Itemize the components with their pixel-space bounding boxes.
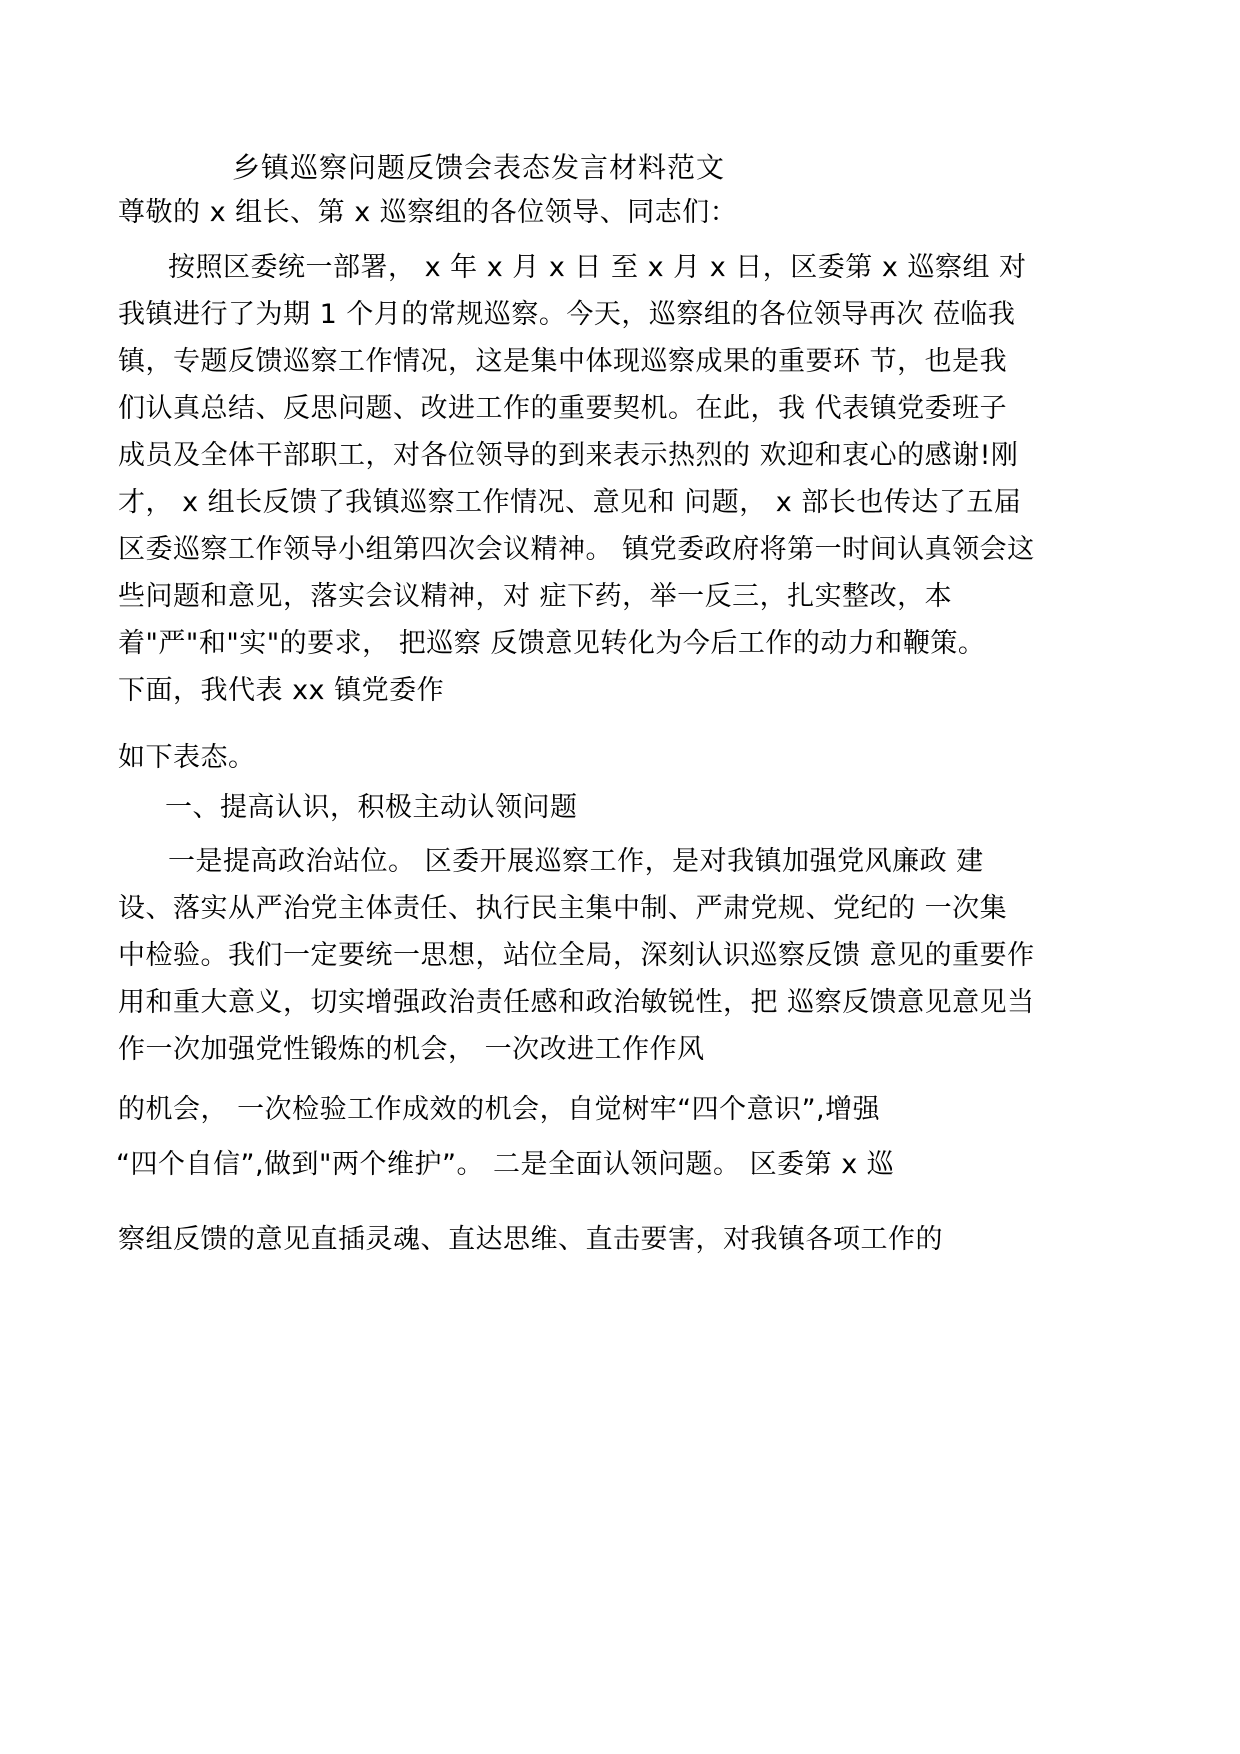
- salutation-line: 尊敬的 x 组长、第 x 巡察组的各位领导、同志们：: [118, 197, 738, 228]
- body-line: 作一次加强党性锻炼的机会， 一次改进工作作风: [118, 1034, 705, 1065]
- body-line: 中检验。我们一定要统一思想，站位全局，深刻认识巡察反馈 意见的重要作: [118, 940, 1035, 971]
- body-line: 如下表态。: [118, 742, 256, 773]
- body-line: 区委巡察工作领导小组第四次会议精神。 镇党委政府将第一时间认真领会这: [118, 534, 1035, 565]
- body-line: 设、落实从严治党主体责任、执行民主集中制、严肃党规、党纪的 一次集: [118, 893, 1008, 924]
- body-line: 察组反馈的意见直插灵魂、直达思维、直击要害，对我镇各项工作的: [118, 1224, 943, 1255]
- body-line: 按照区委统一部署， x 年 x 月 x 日 至 x 月 x 日，区委第 x 巡察组 对: [168, 252, 1027, 283]
- body-line: 镇，专题反馈巡察工作情况，这是集中体现巡察成果的重要环 节，也是我: [118, 346, 1008, 377]
- body-line: 的机会， 一次检验工作成效的机会，自觉树牢“四个意识”,增强: [118, 1094, 881, 1125]
- section-heading: 一、提高认识，积极主动认领问题: [165, 792, 578, 823]
- body-line: 们认真总结、反思问题、改进工作的重要契机。在此，我 代表镇党委班子: [118, 393, 1008, 424]
- body-line: 成员及全体干部职工，对各位领导的到来表示热烈的 欢迎和衷心的感谢!刚: [118, 440, 1019, 471]
- body-line: 着"严"和"实"的要求， 把巡察 反馈意见转化为今后工作的动力和鞭策。: [118, 628, 986, 659]
- document-title: 乡镇巡察问题反馈会表态发言材料范文: [232, 151, 726, 184]
- body-line: 才， x 组长反馈了我镇巡察工作情况、意见和 问题， x 部长也传达了五届: [118, 487, 1022, 518]
- body-line: 一是提高政治站位。 区委开展巡察工作，是对我镇加强党风廉政 建: [168, 846, 984, 877]
- body-line: 些问题和意见，落实会议精神，对 症下药，举一反三，扎实整改，本: [118, 581, 953, 612]
- body-line: 我镇进行了为期 1 个月的常规巡察。今天，巡察组的各位领导再次 莅临我: [118, 299, 1016, 330]
- body-line: “四个自信”,做到"两个维护”。 二是全面认领问题。 区委第 x 巡: [116, 1149, 895, 1180]
- body-line: 用和重大意义，切实增强政治责任感和政治敏锐性，把 巡察反馈意见意见当: [118, 987, 1035, 1018]
- body-line: 下面，我代表 xx 镇党委作: [118, 675, 445, 706]
